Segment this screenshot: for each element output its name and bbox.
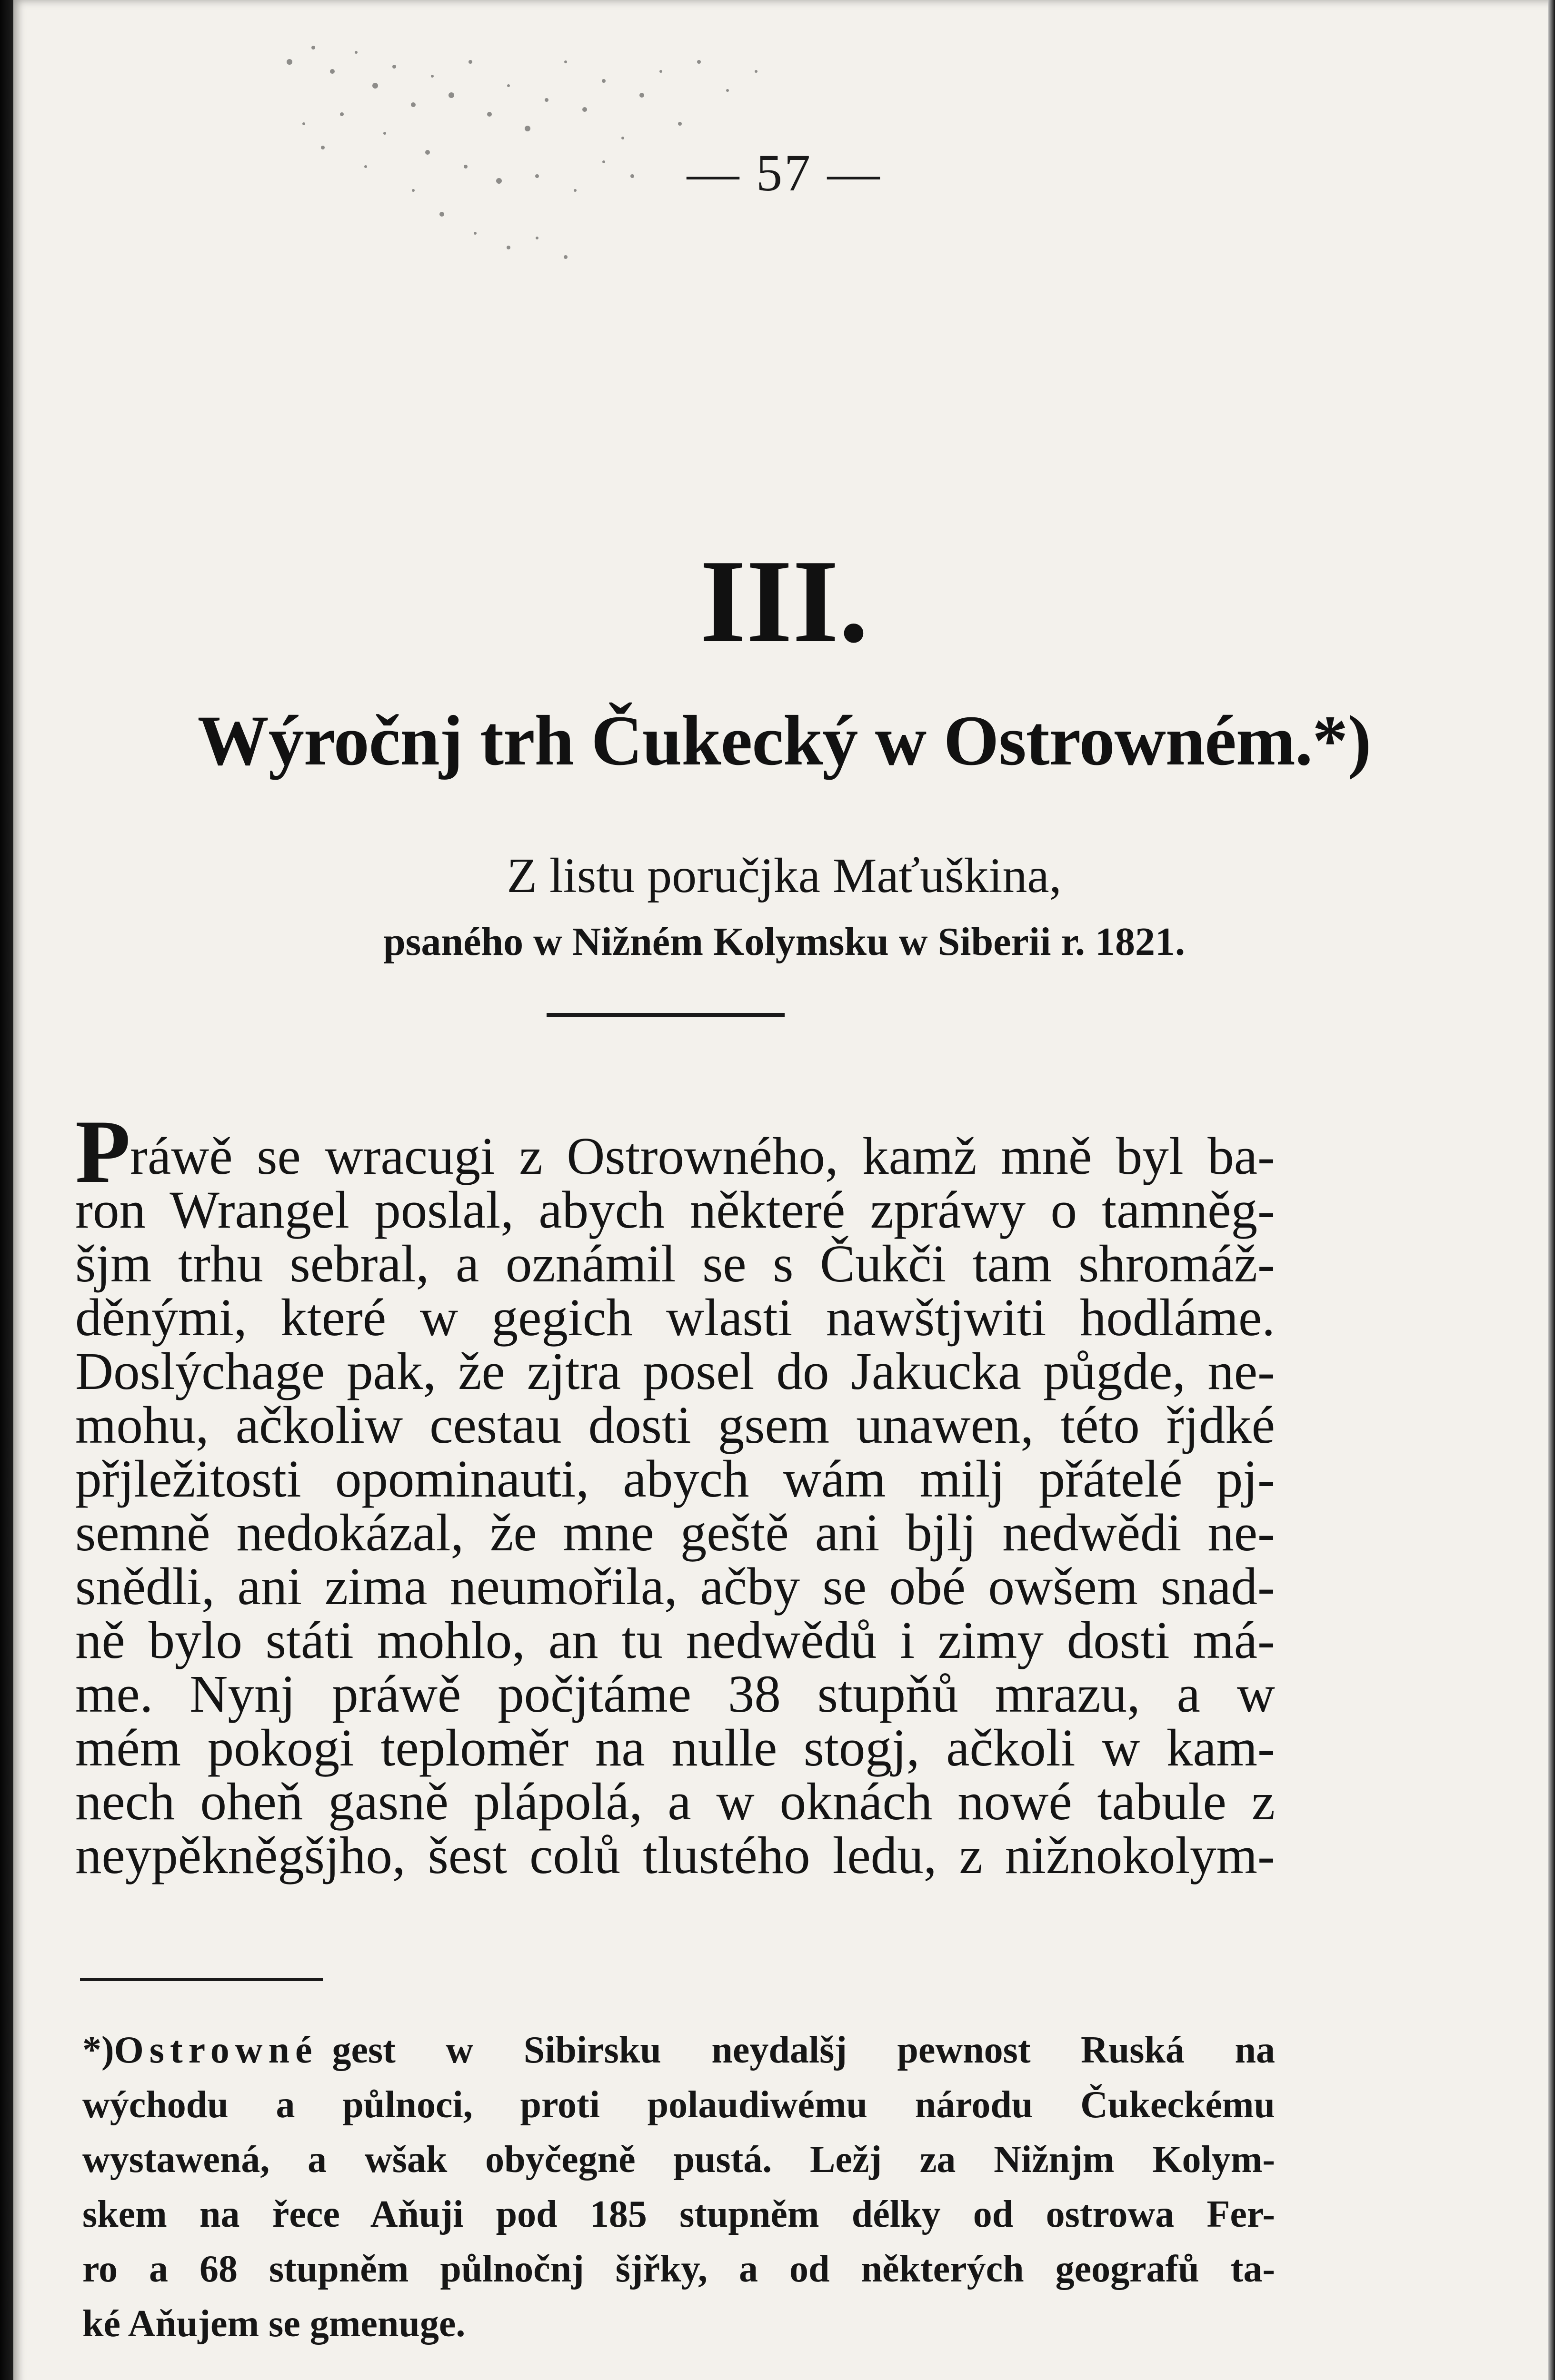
footnote-line: *) Ostrowné gest w Sibirsku neydalšj pewnost Ruská na	[82, 2023, 1275, 2078]
footnote-lead-word: Ostrowné	[114, 2029, 318, 2071]
footnote-line: wystawená, a wšak obyčegně pustá. Ležj za Nižnjm Kolym-	[82, 2139, 1275, 2181]
chapter-numeral: III.	[699, 536, 869, 667]
footnote-line: ké Aňujem se gmenuge.	[82, 2303, 466, 2345]
chapter-title: Wýročnj trh Čukecký w Ostrowném.*)	[197, 701, 1371, 780]
subtitle-source: Z listu poručjka Maťuškina,	[507, 848, 1062, 903]
page-number: — 57 —	[687, 144, 882, 202]
book-binding-edge	[0, 0, 13, 2380]
subtitle-origin: psaného w Nižném Kolymsku w Siberii r. 1821.	[383, 920, 1186, 964]
title-divider	[547, 1013, 785, 1017]
book-page: — 57 — III. Wýročnj trh Čukecký w Ostrowném.*) Z listu poručjka Maťuškina, psaného w Nižném Kolymsku w Siberii r. 1821. P ráwě se wracugi z Ostrowného, kamž mně byl ba- ron Wrangel poslal, abych některé zpráwy o tamněg- šjm trhu sebral, a oznámil se s Čukči tam shromáž- děnými, které w gegich wlasti nawštjwiti hodláme. Doslýchage pak, že zjtra posel do Jakucka půgde, ne- mohu, ačkoliw cestau dosti gsem unawen, této řjdké přjležitosti opominauti, abych wám milj přátelé pj- semně nedokázal, že mne geště ani bjlj nedwědi ne- snědli, ani zima neumořila, ačby se obé owšem snad- ně bylo státi mohlo, an tu nedwědů i zimy dosti má- me. Nynj práwě počjtáme 38 stupňů mrazu, a w mém pokogi teploměr na nulle stogj, ačkoli w kam- nech oheň gasně plápolá, a w oknách nowé tabule z neypěkněgšjho, šest colů tlustého ledu, z nižnokolym- *) Ostrowné gest w Sibirsku neydalšj pewnost Ruská na wýchodu a půlnoci, proti polaudiwému národu Čukeckému wystawená, a wšak obyčegně pustá. Ležj za Nižnjm Kolym- skem na řece Aňuji pod 185 stupněm délky od ostrowa Fer- ro a 68 stupněm půlnočnj šjřky, a od některých geografů ta- ké Aňujem se gmenuge.	[13, 0, 1555, 2380]
footnote-line: wýchodu a půlnoci, proti polaudiwému národu Čukeckému	[82, 2084, 1275, 2126]
footnote-divider	[80, 1978, 323, 1981]
footnote-line: ro a 68 stupněm půlnočnj šjřky, a od některých geografů ta-	[82, 2248, 1275, 2290]
footnote-marker: *)	[82, 2029, 114, 2071]
footnote-line: skem na řece Aňuji pod 185 stupněm délky od ostrowa Fer-	[82, 2193, 1275, 2235]
page-right-edge	[1548, 0, 1555, 2380]
footnote	[82, 2023, 1275, 2351]
